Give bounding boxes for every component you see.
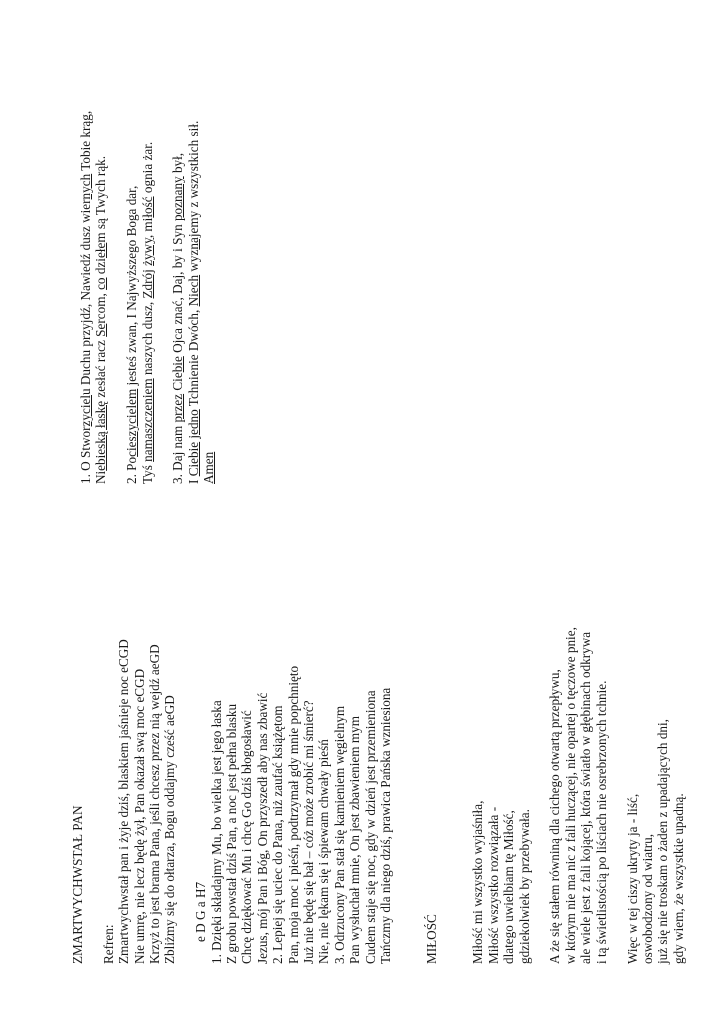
verse-line: Cudem staje się noc, gdy w dzień jest przemieniona [362, 690, 378, 964]
verse-line: 1. Dzięki składajmy Mu, bo wielka jest jego łaska [208, 700, 224, 964]
refren-line: Zbliżmy się do ołtarza, Bogu oddajmy cześć aeGD [162, 695, 178, 964]
hymn-verse-1-line-1: 1. O Stworzycielu Duchu przyjdź, Nawiedź dusz wiernych Tobie krąg, [78, 110, 93, 484]
verse-line: 3. Odrzucony Pan stał się kamieniem węgielnym [331, 705, 347, 964]
verses-block [209, 494, 394, 964]
poem-line: oswobodzony od wiatru, [639, 833, 655, 964]
verse-line: Pan, moja moc i pieśń, podtrzymał gdy mnie popchnięto [285, 665, 301, 964]
chord-line: e D G a H7 [193, 881, 209, 942]
poem-title: MIŁOŚĆ [424, 914, 440, 964]
refren-line: Krzyż to jest brama Pana, jeśli chcesz przez nią wejdź aeGD [147, 644, 163, 964]
poem-line: w którym nie ma nic z fali huczącej, nie opartej o tęczowe pnie, [562, 627, 578, 964]
poem-line: Miłość mi wszystko wyjaśniła, [470, 800, 486, 964]
verse-line: Nie, nie lękam się i śpiewam chwały pieśń [316, 739, 332, 964]
song-title: ZMARTWYCHWSTAŁ PAN [70, 805, 85, 964]
poem-line: dlatego uwielbiam tę Miłość, [501, 810, 517, 964]
poem-line: ale wiele jest z fali kojącej, która światło w głębinach odkrywa [578, 631, 594, 964]
refren-block [116, 494, 178, 964]
hymn-verse-1-line-2: Niebieską łaskę zesłać racz Sercom, co dziełem są Twych rąk. [93, 155, 109, 484]
hymn-amen: Amen [201, 451, 217, 484]
hymn-verse-2-line-2: Tyś namaszczeniem naszych dusz, Zdrój żywy, miłość ognia żar. [139, 141, 155, 484]
verse-line: Już nie będę się bał – cóż może zrobić mi śmierć? [301, 700, 317, 964]
verse-line: Tańczmy dla niego dziś, prawica Pańska wzniesiona [378, 687, 394, 964]
verse-line: Chcę dziękować Mu i chcę Go dziś błogosławić [239, 710, 255, 964]
refren-line: Zmartwychwstał pan i żyje dziś, blaskiem jaśnieje noc eCGD [116, 639, 132, 964]
poem-line: A że się stałem równiną dla cichego otwartą przepływu, [547, 669, 563, 964]
refren-line: Nie umrę, nie lecz będę żył, Pan okazał swą moc eCGD [131, 668, 147, 964]
poem-stanza-3 [625, 494, 687, 964]
verse-line: Pan wysłuchał mnie, On jest zbawieniem mym [347, 716, 363, 964]
poem-line: gdziekolwiek by przebywała. [516, 809, 532, 964]
verse-line: Z grobu powstał dziś Pan, a noc jest pełna blasku [224, 703, 240, 964]
hymn-verse-3-line-2: I Ciebie jedno Tchnienie Dwóch, Niech wyznajemy z wszystkich sił. [185, 120, 201, 484]
poem-line: już się nie troskam o żaden z upadających dni, [655, 719, 671, 964]
verse-line: Jezus, mój Pan i Bóg, On przyszedł aby nas zbawić [254, 692, 270, 964]
poem-line: i tą świetlistością po liściach nie osrebrzonych tchnie. [593, 680, 609, 964]
verse-line: 2. Lepiej się uciec do Pana, niż zaufać książętom [270, 705, 286, 964]
hymn-verse-2-line-1: 2. Pocieszycielem jesteś zwan, I Najwyższego Boga dar, [124, 185, 140, 484]
poem-line: Więc w tej ciszy ukryty ja - liść, [624, 793, 640, 964]
poem-stanza-2 [547, 494, 609, 964]
poem-line: Miłość wszystko rozwiązała - [485, 806, 501, 964]
poem-line: gdy wiem, że wszystkie upadną. [670, 793, 686, 964]
hymn-verse-3-line-1: 3. Daj nam przez Ciebie Ojca znać, Daj, by i Syn poznany był, [170, 152, 186, 484]
right-column [78, 14, 217, 484]
left-column [70, 494, 686, 964]
poem-stanza-1 [470, 494, 532, 964]
refren-label: Refren: [100, 924, 116, 964]
